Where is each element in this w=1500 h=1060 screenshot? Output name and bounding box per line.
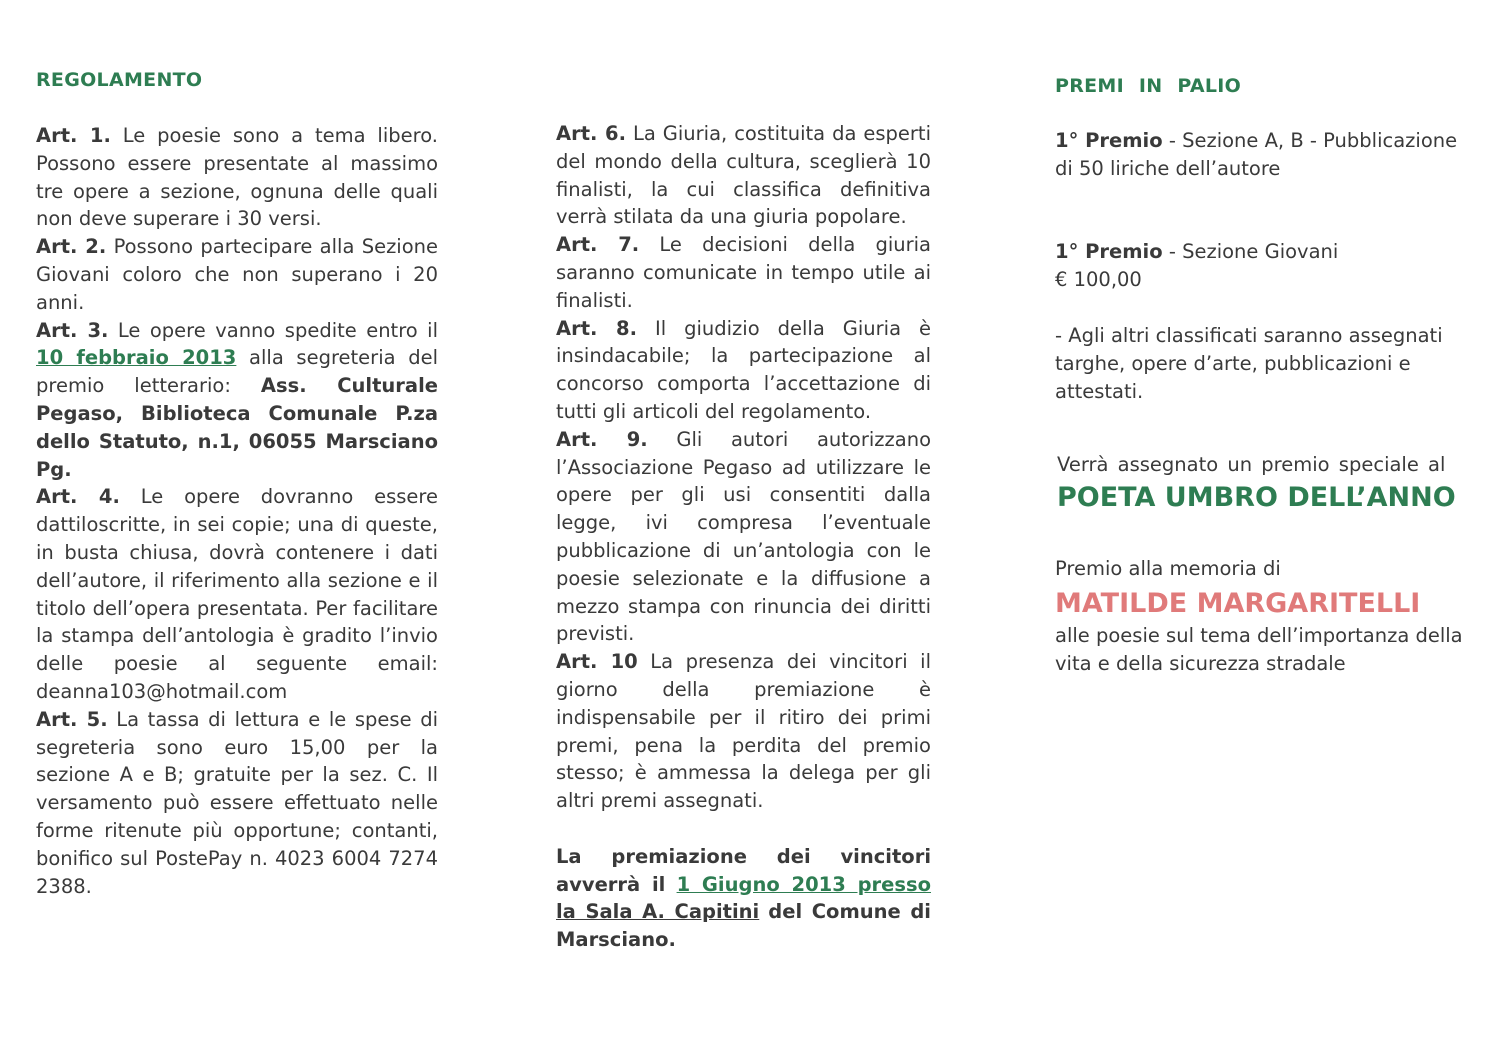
article-5 [36, 706, 438, 901]
prize-1-text: - Sezione A, B - Pubblicazione di 50 liriche dell’autore [1055, 129, 1458, 180]
article-10-label: Art. 10 [556, 650, 638, 674]
premiazione-text-a: La premiazione dei vincitori avverrà il [556, 844, 931, 896]
article-4-text: Le opere dovranno essere dattiloscritte, in sei copie; una di queste, in busta chiusa, dovrà contenere i dati dell’autore, il riferimento alla sezione e il titolo dell’opera presentata. Per facilitare la stampa dell’antologia è gradito l’invio delle poesie al seguente email: deanna103@hotmail.com [36, 485, 439, 703]
premiazione-text-b: del Comune di Marsciano. [556, 900, 931, 952]
article-5-text: La tassa di lettura e le spese di segreteria sono euro 15,00 per la sezione A e B; gratuite per la sez. C. Il versamento può essere effettuato nelle forme ritenute più opportune; contanti, bonifico sul PostePay n. 4023 6004 7274 2388. [36, 707, 438, 898]
regolamento-body [36, 122, 438, 900]
article-5-label: Art. 5. [36, 707, 108, 731]
article-2-text: Possono partecipare alla Sezione Giovani coloro che non superano i 20 anni. [36, 235, 439, 314]
article-9-label: Art. 9. [556, 427, 648, 451]
article-10 [556, 648, 931, 815]
article-7-label: Art. 7. [556, 233, 640, 257]
article-4 [36, 483, 438, 705]
article-9 [556, 426, 931, 648]
premiazione [556, 843, 931, 954]
article-2-label: Art. 2. [36, 235, 107, 259]
address: Ass. Culturale Pegaso, Biblioteca Comunale P.za dello Statuto, n.1, 06055 Marsciano Pg. [36, 374, 438, 481]
article-3-text-a: Le opere vanno spedite entro il [117, 318, 439, 342]
article-8-text: Il giudizio della Giuria è insindacabile; la partecipazione al concorso comporta l’accettazione di tutti gli articoli del regolamento. [556, 316, 931, 423]
article-1-label: Art. 1. [36, 124, 111, 147]
article-8 [556, 315, 931, 426]
premi-title: PREMI IN PALIO [1055, 75, 1242, 97]
regolamento-title: REGOLAMENTO [36, 69, 203, 91]
article-7 [556, 231, 931, 314]
prize-others: - Agli altri classificati saranno assegnati targhe, opere d’arte, pubblicazioni e attestati. [1055, 324, 1443, 403]
prize-2 [1055, 238, 1475, 294]
prize-2-label: 1° Premio [1055, 240, 1163, 263]
article-1 [36, 122, 438, 233]
article-9-text: Gli autori autorizzano l’Associazione Pegaso ad utilizzare le opere per gli usi consentiti dalla legge, ivi compresa l’eventuale pubblicazione di un’antologia con le poesie selezionate e la diffusione a mezzo stampa con rinuncia dei diritti previsti. [556, 427, 931, 646]
article-1-text: Le poesie sono a tema libero. Possono essere presentate al massimo tre opere a sezione, ognuna delle quali non deve superare i 30 versi. [36, 124, 438, 231]
article-6-text: La Giuria, costituita da esperti del mondo della cultura, sceglierà 10 finalisti, la cui classifica definitiva verrà stilata da una giuria popolare. [556, 122, 931, 229]
articles-body [556, 120, 931, 954]
memorial-prize-intro: Premio alla memoria di [1055, 557, 1281, 580]
article-6 [556, 120, 931, 231]
prize-1 [1055, 127, 1475, 183]
special-prize-intro: Verrà assegnato un premio speciale al [1057, 453, 1446, 476]
special-prize-title: POETA UMBRO DELL’ANNO [1057, 482, 1456, 513]
memorial-prize-name: MATILDE MARGARITELLI [1055, 588, 1421, 619]
memorial-prize-text: alle poesie sul tema dell’importanza della vita e della sicurezza stradale [1055, 624, 1463, 675]
prize-2-amount: € 100,00 [1055, 267, 1142, 291]
article-2 [36, 233, 438, 316]
article-3-text-b: alla segreteria del premio letterario: [36, 346, 439, 398]
premiazione-date: 1 Giugno 2013 presso [676, 872, 931, 896]
article-8-label: Art. 8. [556, 316, 637, 340]
premiazione-place: la Sala A. Capitini [556, 900, 760, 924]
article-3 [36, 317, 438, 484]
article-4-label: Art. 4. [36, 485, 120, 509]
article-6-label: Art. 6. [556, 122, 626, 145]
article-7-text: Le decisioni della giuria saranno comunicate in tempo utile ai finalisti. [556, 233, 931, 312]
prize-2-text: - Sezione Giovani [1168, 240, 1339, 263]
deadline-date: 10 febbraio 2013 [36, 346, 237, 370]
article-10-text: La presenza dei vincitori il giorno della premiazione è indispensabile per il ritiro dei primi premi, pena la perdita del premio stesso; è ammessa la delega per gli altri premi assegnati. [556, 650, 931, 813]
article-3-label: Art. 3. [36, 318, 109, 342]
prize-1-label: 1° Premio [1055, 129, 1163, 152]
